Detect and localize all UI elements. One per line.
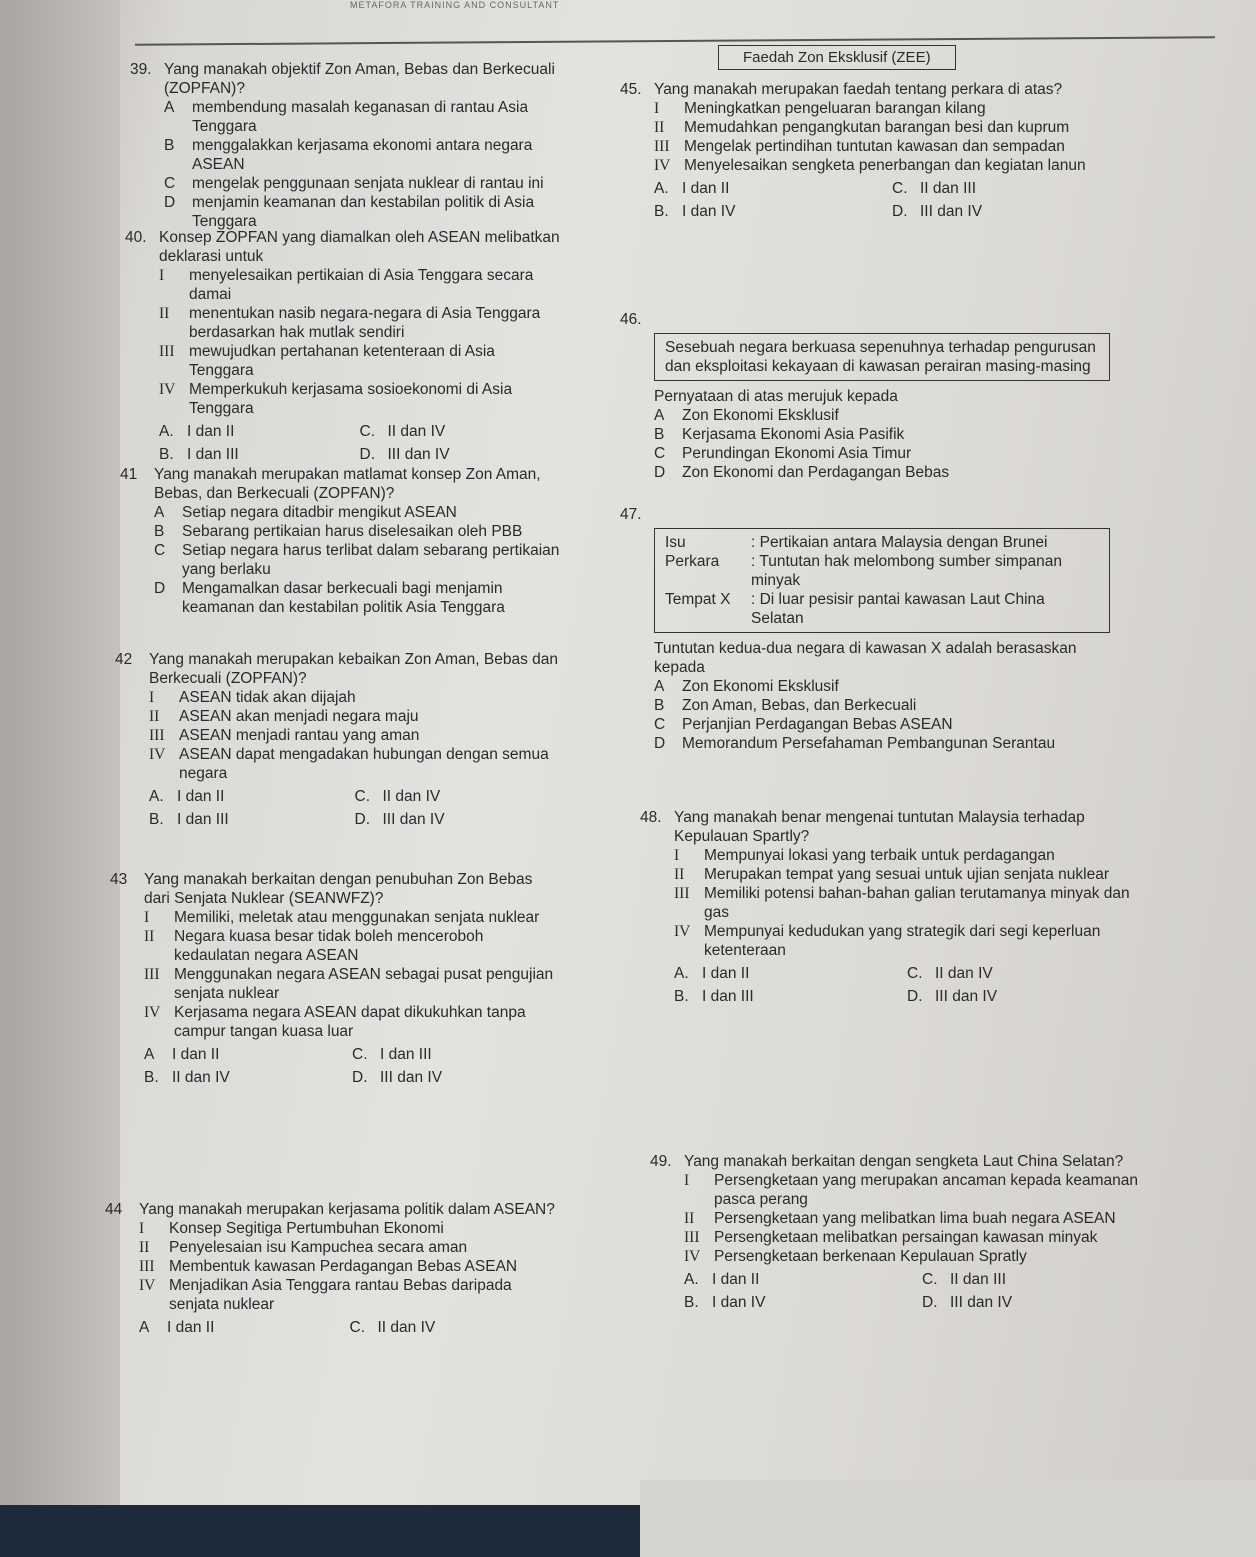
question-stem: Yang manakah merupakan kebaikan Zon Aman, Bebas dan Berkecuali (ZOPFAN)?: [149, 651, 559, 687]
option-letter: C.: [892, 180, 908, 197]
option-letter: B: [154, 523, 165, 540]
question-number: 48.: [640, 809, 662, 826]
stimulus-value: : Pertikaian antara Malaysia dengan Brunei: [751, 534, 1048, 551]
option-text: III dan IV: [387, 446, 450, 463]
question-48: [640, 808, 1140, 1006]
option-letter: B.: [159, 446, 174, 463]
answer-options: [654, 179, 1130, 221]
statement-numeral: I: [684, 1172, 690, 1189]
question-stem: Yang manakah benar mengenai tuntutan Malaysia terhadap Kepulauan Spartly?: [674, 809, 1085, 845]
answer-option[interactable]: [654, 444, 1110, 463]
option-letter: B: [164, 137, 175, 154]
question-42: [115, 650, 560, 829]
answer-option[interactable]: [654, 406, 1110, 425]
statement-text: Memiliki, meletak atau menggunakan senjata nuklear: [174, 909, 540, 926]
option-letter: A.: [149, 788, 164, 805]
statement-numeral: II: [684, 1210, 695, 1227]
option-text: III dan IV: [382, 811, 445, 828]
answer-options: [144, 1045, 560, 1087]
option-letter: A: [654, 407, 665, 424]
statement-text: ASEAN akan menjadi negara maju: [179, 708, 419, 725]
question-number: 47.: [620, 506, 642, 523]
option-text: II dan IV: [387, 423, 446, 440]
statement-item: [139, 1276, 560, 1314]
question-43: [110, 870, 560, 1087]
question-stem-row: [640, 808, 1140, 846]
answer-option[interactable]: [164, 136, 560, 174]
statement-item: [674, 884, 1140, 922]
underlying-page-edge: [0, 0, 120, 1557]
option-text: I dan II: [702, 965, 750, 982]
option-letter: B: [654, 697, 665, 714]
statement-text: Persengketaan yang merupakan ancaman kepada keamanan pasca perang: [714, 1172, 1138, 1208]
statement-numeral: III: [139, 1258, 155, 1275]
question-stem-row: [120, 465, 560, 503]
option-text: Setiap negara ditadbir mengikut ASEAN: [182, 504, 457, 521]
option-letter: D: [654, 735, 666, 752]
statement-text: Persengketaan yang melibatkan lima buah negara ASEAN: [714, 1210, 1116, 1227]
question-stem-row: [650, 1152, 1160, 1171]
answer-option[interactable]: [149, 810, 355, 829]
statement-text: Mengelak pertindihan tuntutan kawasan dan sempadan: [684, 138, 1065, 155]
question-stem: Yang manakah berkaitan dengan sengketa Laut China Selatan?: [684, 1153, 1124, 1170]
answer-option[interactable]: [139, 1318, 350, 1337]
answer-option[interactable]: [922, 1293, 1160, 1312]
option-text: I dan II: [712, 1271, 760, 1288]
option-letter: B.: [674, 988, 689, 1005]
option-letter: C: [154, 542, 166, 559]
zee-heading-box: Faedah Zon Eksklusif (ZEE): [718, 45, 956, 70]
question-stem: Pernyataan di atas merujuk kepada: [654, 388, 898, 405]
option-letter: C.: [354, 788, 370, 805]
answer-option[interactable]: [154, 503, 560, 522]
option-text: Memorandum Persefahaman Pembangunan Serantau: [682, 735, 1056, 752]
option-text: I dan II: [187, 423, 235, 440]
stimulus-row: [665, 552, 1099, 590]
option-text: II dan III: [950, 1271, 1007, 1288]
answer-option[interactable]: [164, 174, 560, 193]
question-stem: Yang manakah objektif Zon Aman, Bebas dan Berkecuali (ZOPFAN)?: [164, 61, 555, 97]
answer-option[interactable]: [144, 1068, 352, 1087]
answer-option[interactable]: [654, 179, 892, 198]
statement-numeral: II: [144, 928, 155, 945]
statement-numeral: I: [674, 847, 680, 864]
statement-numeral: IV: [654, 157, 671, 174]
question-number: 42: [115, 651, 133, 668]
stimulus-row: [665, 533, 1099, 552]
answer-option[interactable]: [654, 202, 892, 221]
question-40: [125, 228, 560, 464]
statement-item: [159, 304, 560, 342]
option-text: Mengamalkan dasar berkecuali bagi menjamin keamanan dan kestabilan politik Asia Tenggara: [182, 580, 505, 616]
question-41: [120, 465, 560, 617]
option-text: Setiap negara harus terlibat dalam sebarang pertikaian yang berlaku: [182, 542, 560, 578]
option-letter: D: [154, 580, 166, 597]
header-rule: [135, 36, 1215, 46]
option-letter: B.: [144, 1069, 159, 1086]
option-letter: C.: [352, 1046, 368, 1063]
statement-numeral: II: [159, 305, 170, 322]
question-number: 43: [110, 871, 128, 888]
statement-numeral: III: [684, 1229, 700, 1246]
answer-option[interactable]: [164, 193, 560, 231]
statement-text: Memperkukuh kerjasama sosioekonomi di Asia Tenggara: [189, 381, 513, 417]
statement-item: [139, 1257, 560, 1276]
option-text: I dan III: [702, 988, 754, 1005]
answer-option[interactable]: [684, 1270, 922, 1289]
option-text: membendung masalah keganasan di rantau Asia Tenggara: [192, 99, 529, 135]
question-stem: Yang manakah merupakan faedah tentang perkara di atas?: [654, 81, 1063, 98]
option-text: Zon Aman, Bebas, dan Berkecuali: [682, 697, 917, 714]
statement-item: [144, 965, 560, 1003]
statement-numeral: III: [674, 885, 690, 902]
option-letter: A: [654, 678, 665, 695]
option-text: III dan IV: [950, 1294, 1013, 1311]
answer-options: [684, 1270, 1160, 1312]
option-text: II dan IV: [377, 1319, 436, 1336]
statement-text: Menyelesaikan sengketa penerbangan dan kegiatan lanun: [684, 157, 1086, 174]
statement-numeral: II: [654, 119, 665, 136]
answer-option[interactable]: [654, 463, 1110, 482]
statement-item: [654, 118, 1130, 137]
statement-item: [159, 380, 560, 418]
question-stem: Tuntutan kedua-dua negara di kawasan X adalah berasaskan kepada: [654, 640, 1077, 676]
option-text: I dan III: [177, 811, 229, 828]
page-header: METAFORA TRAINING AND CONSULTANT: [350, 0, 560, 10]
stimulus-row: [665, 590, 1099, 628]
option-text: II dan IV: [935, 965, 993, 982]
answer-option[interactable]: [654, 734, 1110, 753]
answer-option[interactable]: [352, 1045, 560, 1064]
option-text: Perundingan Ekonomi Asia Timur: [682, 445, 912, 462]
statement-numeral: IV: [159, 381, 176, 398]
statement-item: [684, 1247, 1160, 1266]
answer-option[interactable]: [355, 810, 561, 829]
option-letter: B.: [684, 1294, 699, 1311]
answer-option[interactable]: [654, 425, 1110, 444]
question-number: 40.: [125, 229, 147, 246]
question-stem: Konsep ZOPFAN yang diamalkan oleh ASEAN melibatkan deklarasi untuk: [159, 229, 560, 265]
option-text: III dan IV: [935, 988, 998, 1005]
question-number: 45.: [620, 81, 642, 98]
answer-options: [159, 422, 560, 464]
statement-item: [684, 1228, 1160, 1247]
statement-item: [139, 1238, 560, 1257]
option-letter: B.: [149, 811, 164, 828]
statement-text: Persengketaan berkenaan Kepulauan Spratly: [714, 1248, 1027, 1265]
statement-text: Memiliki potensi bahan-bahan galian terutamanya minyak dan gas: [704, 885, 1130, 921]
statement-item: [654, 99, 1130, 118]
option-letter: A.: [654, 180, 669, 197]
answer-option[interactable]: [922, 1270, 1160, 1289]
statement-text: Kerjasama negara ASEAN dapat dikukuhkan tanpa campur tangan kuasa luar: [174, 1004, 526, 1040]
question-stem: Yang manakah merupakan kerjasama politik dalam ASEAN?: [139, 1201, 555, 1218]
option-letter: A.: [674, 965, 689, 982]
answer-option[interactable]: [684, 1293, 922, 1312]
answer-option[interactable]: [654, 696, 1110, 715]
question-46: [620, 310, 1110, 482]
statement-text: Penyelesaian isu Kampuchea secara aman: [169, 1239, 468, 1256]
statement-item: [684, 1171, 1160, 1209]
option-text: I dan II: [682, 180, 730, 197]
statement-numeral: IV: [684, 1248, 701, 1265]
statement-text: Negara kuasa besar tidak boleh menceroboh kedaulatan negara ASEAN: [174, 928, 484, 964]
answer-option[interactable]: [654, 677, 1110, 696]
statement-numeral: III: [149, 727, 165, 744]
stimulus-text: Sesebuah negara berkuasa sepenuhnya terhadap pengurusan dan eksploitasi kekayaan di kawasan perairan masing-masing: [665, 339, 1096, 375]
question-number: 46.: [620, 311, 642, 328]
option-text: Sebarang pertikaian harus diselesaikan oleh PBB: [182, 523, 523, 540]
answer-option[interactable]: [164, 98, 560, 136]
statement-numeral: III: [159, 343, 175, 360]
option-letter: C.: [349, 1319, 365, 1336]
question-number: 44: [105, 1201, 123, 1218]
statement-numeral: I: [139, 1220, 145, 1237]
option-letter: A: [144, 1046, 155, 1063]
option-text: I dan II: [167, 1319, 215, 1336]
statement-text: Menggunakan negara ASEAN sebagai pusat pengujian senjata nuklear: [174, 966, 554, 1002]
option-letter: B: [654, 426, 665, 443]
statement-item: [159, 266, 560, 304]
option-text: I dan II: [177, 788, 225, 805]
option-letter: D: [654, 464, 666, 481]
statement-text: Merupakan tempat yang sesuai untuk ujian senjata nuklear: [704, 866, 1109, 883]
statement-text: ASEAN dapat mengadakan hubungan dengan semua negara: [179, 746, 549, 782]
option-text: menggalakkan kerjasama ekonomi antara negara ASEAN: [192, 137, 533, 173]
answer-option[interactable]: [355, 787, 561, 806]
option-letter: D.: [922, 1294, 938, 1311]
statement-item: [684, 1209, 1160, 1228]
statement-text: mewujudkan pertahanan ketenteraan di Asia Tenggara: [189, 343, 495, 379]
question-stem-row: [105, 1200, 560, 1219]
option-text: Zon Ekonomi dan Perdagangan Bebas: [682, 464, 950, 481]
answer-option[interactable]: [654, 715, 1110, 734]
option-letter: D.: [352, 1069, 368, 1086]
statement-numeral: I: [654, 100, 660, 117]
answer-option[interactable]: [892, 179, 1130, 198]
answer-options: [139, 1318, 560, 1337]
option-text: Kerjasama Ekonomi Asia Pasifik: [682, 426, 905, 443]
statement-numeral: I: [144, 909, 150, 926]
stimulus-key: Tempat X: [665, 591, 731, 608]
answer-option[interactable]: [674, 964, 907, 983]
option-text: menjamin keamanan dan kestabilan politik di Asia Tenggara: [192, 194, 535, 230]
option-text: Perjanjian Perdagangan Bebas ASEAN: [682, 716, 953, 733]
table-surface: [0, 1505, 640, 1557]
statement-numeral: III: [654, 138, 670, 155]
statement-item: [149, 707, 560, 726]
option-text: III dan IV: [380, 1069, 443, 1086]
option-letter: D: [164, 194, 176, 211]
option-letter: C.: [922, 1271, 938, 1288]
option-letter: C.: [359, 423, 375, 440]
answer-option[interactable]: [907, 987, 1140, 1006]
statement-item: [149, 726, 560, 745]
answer-options: [149, 787, 560, 829]
question-stem: Yang manakah berkaitan dengan penubuhan Zon Bebas dari Senjata Nuklear (SEANWFZ)?: [144, 871, 533, 907]
statement-numeral: II: [149, 708, 160, 725]
statement-numeral: IV: [149, 746, 166, 763]
option-letter: A: [154, 504, 165, 521]
option-letter: A: [164, 99, 175, 116]
statement-numeral: IV: [674, 923, 691, 940]
option-text: Zon Ekonomi Eksklusif: [682, 407, 839, 424]
option-text: I dan III: [187, 446, 239, 463]
option-letter: A.: [159, 423, 174, 440]
statement-item: [149, 745, 560, 783]
option-letter: A: [139, 1319, 150, 1336]
option-text: I dan IV: [682, 203, 736, 220]
answer-option[interactable]: [149, 787, 355, 806]
question-stem-row: [115, 650, 560, 688]
answer-option[interactable]: [154, 541, 560, 579]
option-text: Zon Ekonomi Eksklusif: [682, 678, 839, 695]
stimulus-key: Isu: [665, 534, 686, 551]
statement-item: [144, 927, 560, 965]
option-letter: B.: [654, 203, 669, 220]
answer-option[interactable]: [144, 1045, 352, 1064]
statement-item: [159, 342, 560, 380]
option-letter: D.: [354, 811, 370, 828]
statement-numeral: III: [144, 966, 160, 983]
statement-text: Meningkatkan pengeluaran barangan kilang: [684, 100, 986, 117]
statement-item: [144, 1003, 560, 1041]
stimulus-box: [654, 528, 1110, 633]
answer-option[interactable]: [154, 522, 560, 541]
question-stem-row: [130, 60, 560, 98]
question-stem: Yang manakah merupakan matlamat konsep Zon Aman, Bebas, dan Berkecuali (ZOPFAN)?: [154, 466, 541, 502]
option-text: II dan III: [920, 180, 977, 197]
option-letter: C: [654, 716, 666, 733]
answer-option[interactable]: [350, 1318, 561, 1337]
answer-option[interactable]: [892, 202, 1130, 221]
question-number: 41: [120, 466, 138, 483]
statement-text: menentukan nasib negara-negara di Asia Tenggara berdasarkan hak mutlak sendiri: [189, 305, 541, 341]
statement-numeral: I: [159, 267, 165, 284]
option-letter: C: [164, 175, 176, 192]
question-stem-row: [125, 228, 560, 266]
answer-option[interactable]: [159, 422, 360, 441]
statement-item: [674, 922, 1140, 960]
statement-item: [149, 688, 560, 707]
statement-item: [674, 865, 1140, 884]
question-stem-row: [110, 870, 560, 908]
question-number: 49.: [650, 1153, 672, 1170]
statement-item: [139, 1219, 560, 1238]
statement-text: menyelesaikan pertikaian di Asia Tenggara secara damai: [189, 267, 534, 303]
answer-option[interactable]: [674, 987, 907, 1006]
option-letter: D.: [892, 203, 908, 220]
option-letter: D.: [907, 988, 923, 1005]
statement-numeral: IV: [144, 1004, 161, 1021]
question-44: [105, 1200, 560, 1337]
statement-text: Mempunyai lokasi yang terbaik untuk perdagangan: [704, 847, 1055, 864]
option-text: I dan II: [172, 1046, 220, 1063]
statement-numeral: II: [139, 1239, 150, 1256]
option-text: I dan IV: [712, 1294, 766, 1311]
statement-numeral: II: [674, 866, 685, 883]
answer-option[interactable]: [159, 445, 360, 464]
option-text: II dan IV: [382, 788, 441, 805]
option-letter: C: [654, 445, 666, 462]
option-text: II dan IV: [172, 1069, 230, 1086]
question-stem-row: [620, 80, 1130, 99]
question-number: 39.: [130, 61, 152, 78]
question-47: [620, 505, 1110, 753]
statement-text: Membentuk kawasan Perdagangan Bebas ASEAN: [169, 1258, 518, 1275]
statement-item: [654, 137, 1130, 156]
option-letter: A.: [684, 1271, 699, 1288]
answer-options: [674, 964, 1140, 1006]
answer-option[interactable]: [154, 579, 560, 617]
statement-text: Memudahkan pengangkutan barangan besi dan kuprum: [684, 119, 1070, 136]
statement-text: ASEAN menjadi rantau yang aman: [179, 727, 420, 744]
question-39: [130, 60, 560, 231]
statement-numeral: I: [149, 689, 155, 706]
answer-option[interactable]: [352, 1068, 560, 1087]
question-45: [620, 80, 1130, 221]
statement-text: Konsep Segitiga Pertumbuhan Ekonomi: [169, 1220, 444, 1237]
stimulus-value: : Di luar pesisir pantai kawasan Laut China Selatan: [751, 591, 1045, 627]
option-text: III dan IV: [920, 203, 983, 220]
answer-option[interactable]: [360, 422, 561, 441]
stimulus-key: Perkara: [665, 553, 720, 570]
stimulus-value: : Tuntutan hak melombong sumber simpanan minyak: [751, 553, 1063, 589]
option-letter: D.: [359, 446, 375, 463]
statement-text: Menjadikan Asia Tenggara rantau Bebas daripada senjata nuklear: [169, 1277, 512, 1313]
question-49: [650, 1152, 1160, 1312]
statement-item: [674, 846, 1140, 865]
option-text: mengelak penggunaan senjata nuklear di rantau ini: [192, 175, 544, 192]
statement-numeral: IV: [139, 1277, 156, 1294]
answer-option[interactable]: [907, 964, 1140, 983]
statement-text: Persengketaan melibatkan persaingan kawasan minyak: [714, 1229, 1098, 1246]
answer-option[interactable]: [360, 445, 561, 464]
option-letter: C.: [907, 965, 923, 982]
statement-text: ASEAN tidak akan dijajah: [179, 689, 356, 706]
statement-item: [144, 908, 560, 927]
paper-bottom: [640, 1480, 1256, 1557]
statement-item: [654, 156, 1130, 175]
statement-text: Mempunyai kedudukan yang strategik dari segi keperluan ketenteraan: [704, 923, 1101, 959]
stimulus-box: [654, 333, 1110, 381]
option-text: I dan III: [380, 1046, 432, 1063]
